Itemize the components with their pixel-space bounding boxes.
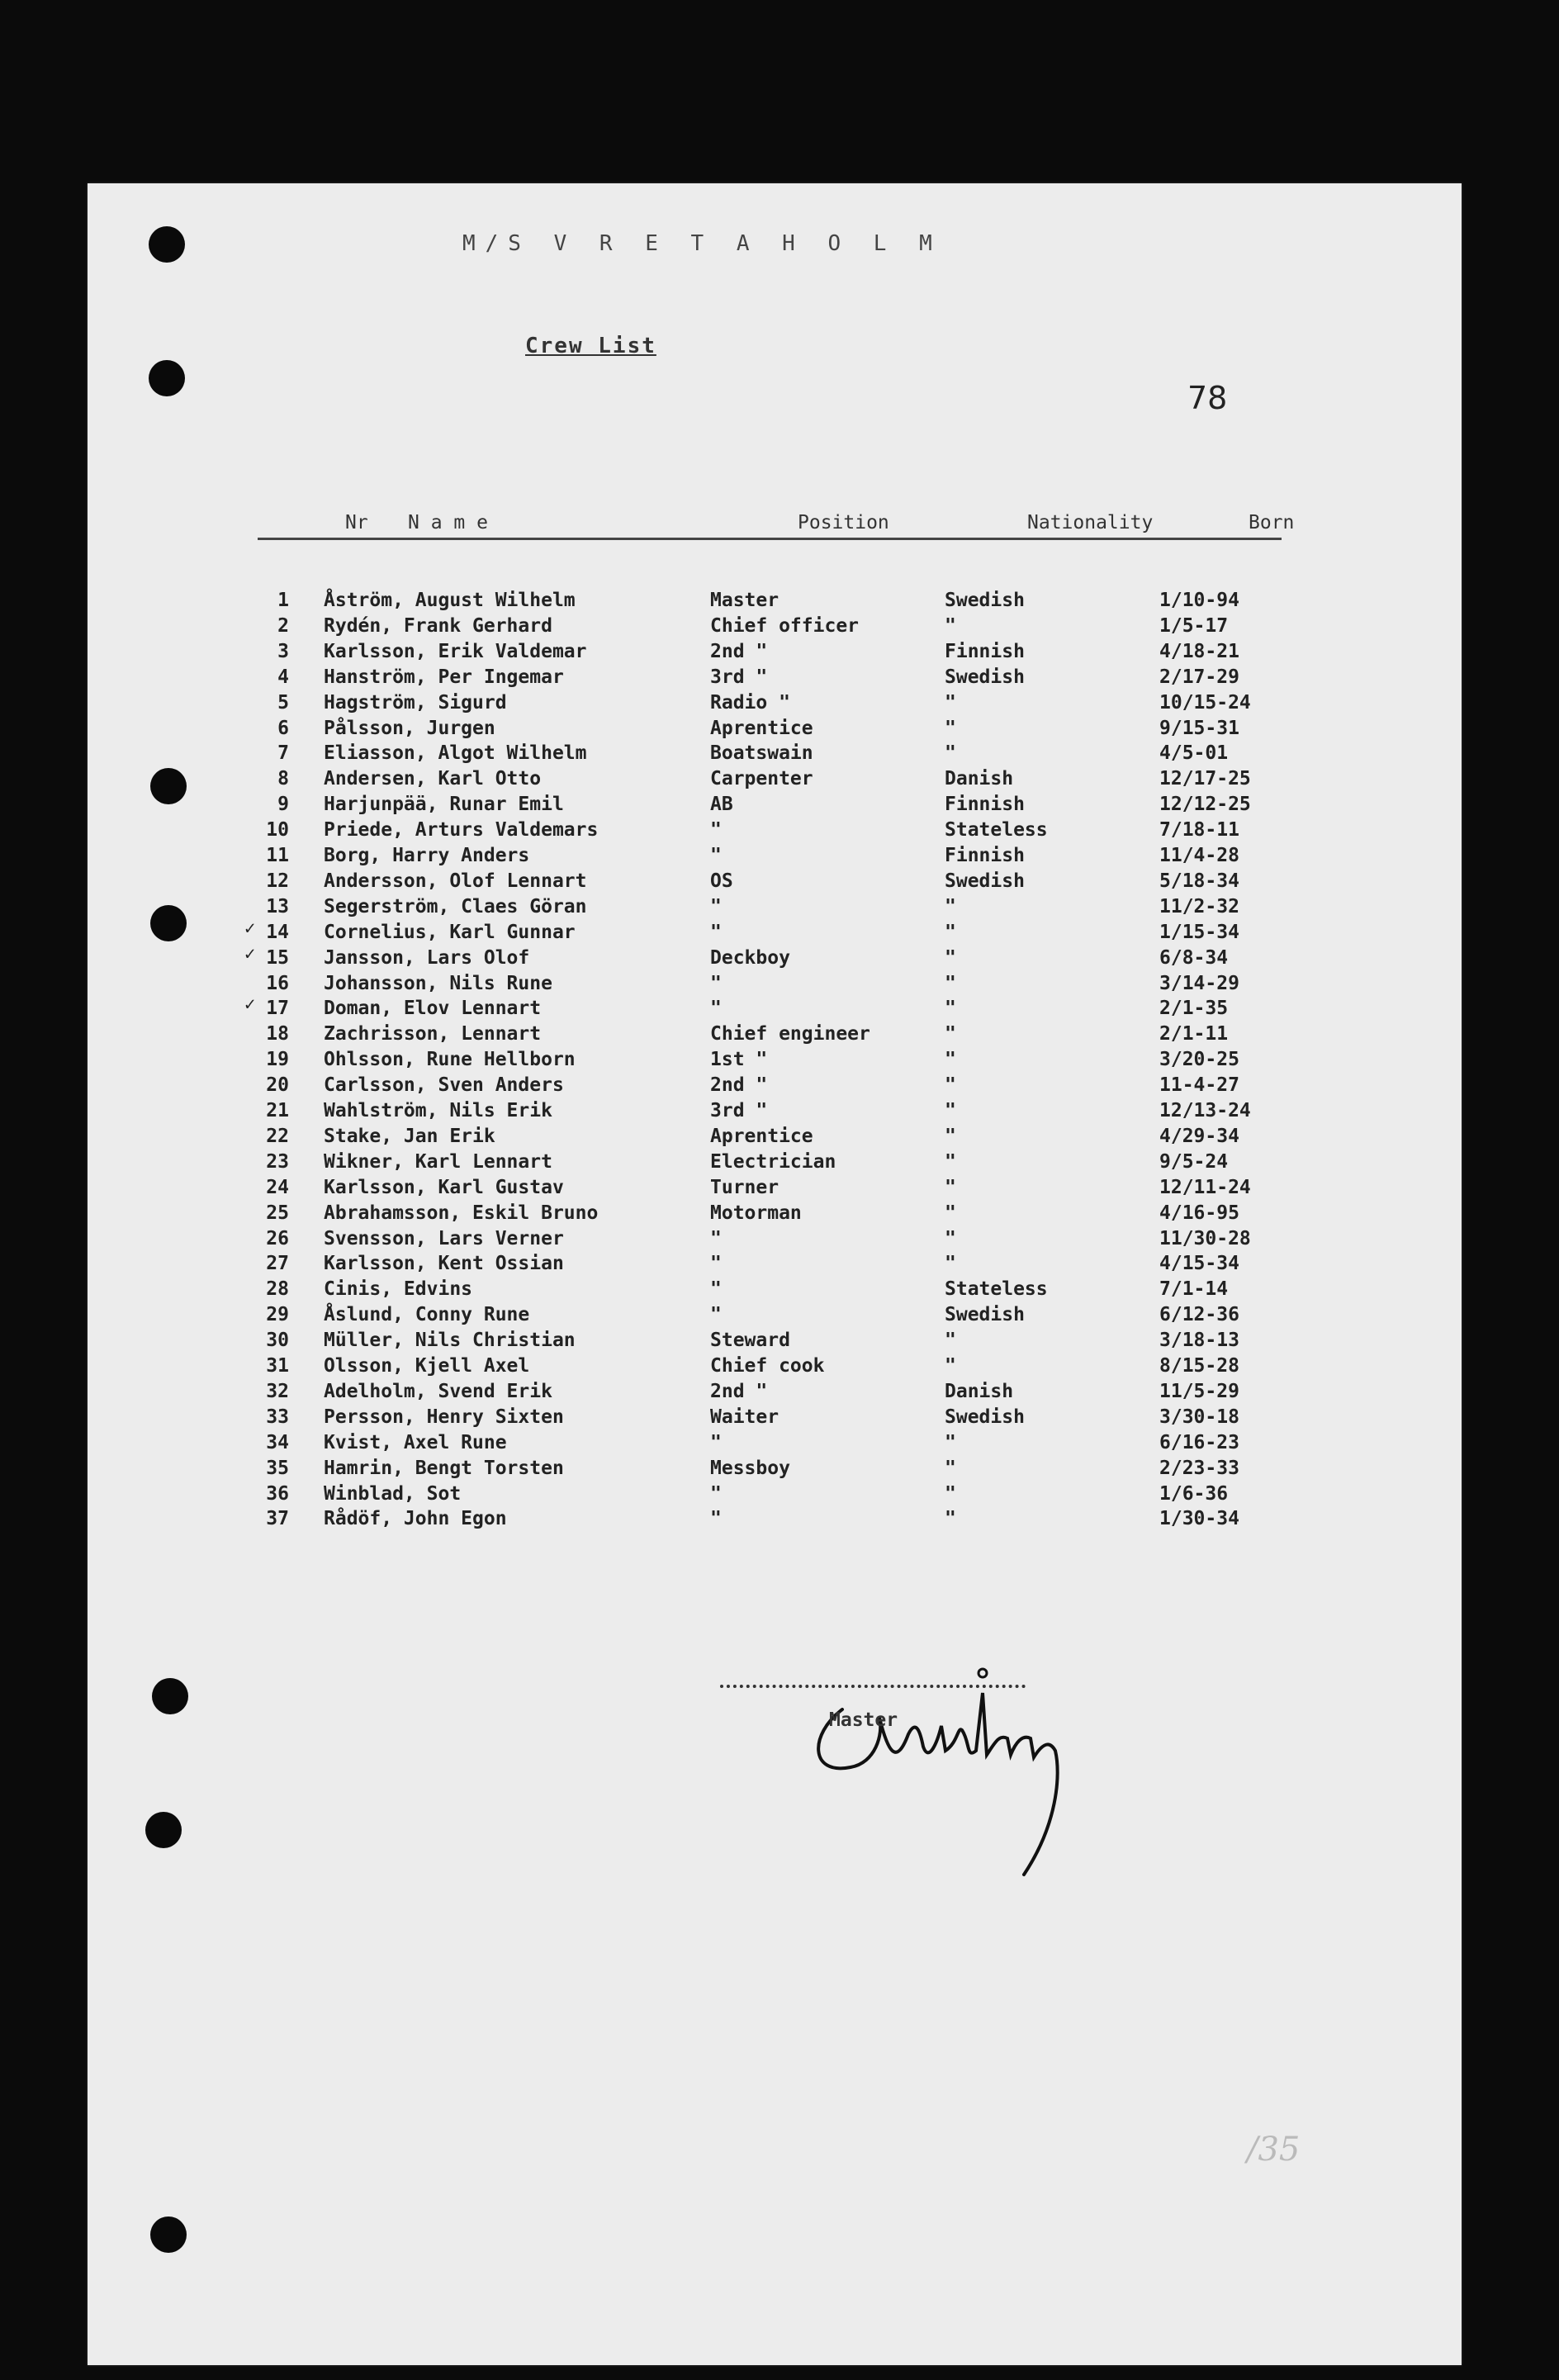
crew-position: "	[710, 1253, 722, 1275]
header-position: Position	[798, 512, 889, 533]
crew-nr: 18	[266, 1023, 289, 1045]
check-mark-icon: ✓	[244, 917, 256, 939]
crew-nr: 7	[277, 742, 289, 765]
crew-name: Jansson, Lars Olof	[324, 946, 530, 969]
table-row	[0, 692, 1559, 718]
table-row	[0, 1253, 1559, 1278]
crew-nationality: "	[945, 1457, 956, 1479]
crew-name: Hagström, Sigurd	[324, 691, 507, 714]
crew-nationality: "	[945, 1431, 956, 1453]
page-number: 78	[1187, 380, 1228, 416]
crew-born: 2/1-11	[1159, 1023, 1229, 1045]
table-row	[0, 1100, 1559, 1126]
crew-born: 12/12-25	[1159, 794, 1251, 816]
table-row	[0, 943, 1559, 973]
crew-name: Adelholm, Svend Erik	[324, 1380, 552, 1402]
crew-nationality: "	[945, 1355, 956, 1377]
crew-nationality: Finnish	[945, 640, 1025, 662]
crew-born: 11/4-28	[1159, 845, 1239, 866]
crew-nationality: "	[945, 1227, 956, 1249]
crew-position: Aprentice	[710, 1125, 813, 1147]
table-row	[0, 1278, 1559, 1304]
crew-name: Segerström, Claes Göran	[324, 895, 587, 917]
table-row	[0, 1304, 1559, 1330]
crew-born: 2/1-35	[1159, 998, 1229, 1020]
crew-nr: 2	[277, 614, 289, 637]
crew-nr: 23	[266, 1150, 289, 1173]
crew-nationality: Finnish	[945, 794, 1025, 816]
check-mark-icon: ✓	[244, 994, 256, 1016]
table-row	[0, 768, 1559, 794]
crew-nr: 34	[266, 1431, 289, 1453]
crew-position: "	[710, 921, 722, 943]
check-mark-icon: ✓	[244, 943, 256, 965]
crew-name: Hanström, Per Ingemar	[324, 666, 564, 688]
crew-nationality: Stateless	[945, 819, 1048, 842]
crew-nationality: "	[945, 1330, 956, 1352]
crew-born: 4/15-34	[1159, 1253, 1239, 1275]
crew-nationality: "	[945, 1482, 956, 1505]
crew-name: Johansson, Nils Rune	[324, 972, 552, 994]
crew-born: 11/30-28	[1159, 1227, 1251, 1249]
crew-nationality: Swedish	[945, 1406, 1025, 1428]
crew-nationality: Swedish	[945, 1304, 1025, 1326]
crew-nationality: "	[945, 1150, 956, 1173]
crew-nationality: "	[945, 946, 956, 969]
crew-nationality: Stateless	[945, 1278, 1048, 1301]
crew-nr: 15	[266, 946, 289, 969]
crew-born: 8/15-28	[1159, 1355, 1239, 1377]
crew-born: 4/16-95	[1159, 1202, 1239, 1224]
crew-position: "	[710, 819, 722, 842]
crew-born: 2/17-29	[1159, 666, 1239, 688]
crew-name: Priede, Arturs Valdemars	[324, 819, 599, 842]
punch-hole	[145, 1812, 182, 1848]
crew-name: Ohlsson, Rune Hellborn	[324, 1049, 576, 1071]
table-row	[0, 1202, 1559, 1228]
crew-nationality: "	[945, 1176, 956, 1198]
crew-position: 3rd "	[710, 1100, 768, 1121]
crew-nationality: Danish	[945, 768, 1014, 790]
crew-nationality: "	[945, 1049, 956, 1071]
crew-name: Svensson, Lars Verner	[324, 1227, 564, 1249]
crew-nationality: "	[945, 998, 956, 1020]
document-title: Crew List	[525, 334, 656, 358]
crew-nr: 4	[277, 666, 289, 688]
crew-nr: 11	[266, 845, 289, 866]
crew-position: 2nd "	[710, 1380, 768, 1402]
header-nr: Nr	[345, 512, 368, 533]
crew-name: Zachrisson, Lennart	[324, 1023, 542, 1045]
table-row	[0, 819, 1559, 845]
ship-name: M/S V R E T A H O L M	[462, 231, 942, 256]
crew-name: Wahlström, Nils Erik	[324, 1100, 552, 1121]
signature-line	[720, 1685, 1026, 1688]
crew-position: "	[710, 895, 722, 917]
crew-nationality: "	[945, 742, 956, 765]
crew-born: 10/15-24	[1159, 691, 1251, 714]
crew-position: 3rd "	[710, 666, 768, 688]
crew-nr: 27	[266, 1253, 289, 1275]
crew-name: Hamrin, Bengt Torsten	[324, 1457, 564, 1479]
crew-position: "	[710, 1304, 722, 1326]
crew-name: Pålsson, Jurgen	[324, 717, 495, 739]
crew-nationality: "	[945, 895, 956, 917]
crew-name: Rådöf, John Egon	[324, 1508, 507, 1530]
crew-nr: 29	[266, 1304, 289, 1326]
crew-born: 7/1-14	[1159, 1278, 1229, 1301]
crew-nr: 32	[266, 1380, 289, 1402]
crew-position: Motorman	[710, 1202, 802, 1224]
crew-name: Rydén, Frank Gerhard	[324, 614, 552, 637]
crew-position: "	[710, 845, 722, 866]
crew-born: 3/20-25	[1159, 1049, 1239, 1071]
crew-position: "	[710, 1431, 722, 1453]
table-row	[0, 794, 1559, 819]
header-rule	[258, 538, 1282, 540]
crew-nr: 17	[266, 998, 289, 1020]
table-row	[0, 1330, 1559, 1355]
table-row	[0, 1228, 1559, 1254]
crew-nr: 35	[266, 1457, 289, 1479]
crew-name: Olsson, Kjell Axel	[324, 1355, 530, 1377]
crew-position: Chief engineer	[710, 1023, 870, 1045]
crew-born: 1/6-36	[1159, 1482, 1229, 1505]
crew-nr: 8	[277, 768, 289, 790]
crew-name: Andersson, Olof Lennart	[324, 870, 587, 892]
table-row	[0, 870, 1559, 896]
crew-nr: 25	[266, 1202, 289, 1224]
crew-name: Persson, Henry Sixten	[324, 1406, 564, 1428]
crew-nationality: "	[945, 921, 956, 943]
crew-born: 7/18-11	[1159, 819, 1239, 842]
crew-nr: 13	[266, 895, 289, 917]
punch-hole	[149, 226, 185, 263]
table-row	[0, 590, 1559, 615]
table-row	[0, 666, 1559, 692]
crew-born: 12/11-24	[1159, 1176, 1251, 1198]
crew-position: Deckboy	[710, 946, 790, 969]
crew-born: 6/8-34	[1159, 946, 1229, 969]
crew-nationality: "	[945, 1508, 956, 1530]
crew-nr: 6	[277, 717, 289, 739]
crew-position: Messboy	[710, 1457, 790, 1479]
crew-name: Karlsson, Kent Ossian	[324, 1253, 564, 1275]
crew-nationality: Danish	[945, 1380, 1014, 1402]
punch-hole	[152, 1678, 188, 1714]
crew-nationality: Swedish	[945, 590, 1025, 611]
crew-name: Wikner, Karl Lennart	[324, 1150, 552, 1173]
crew-name: Doman, Elov Lennart	[324, 998, 542, 1020]
table-row	[0, 973, 1559, 998]
crew-nr: 28	[266, 1278, 289, 1301]
crew-nr: 14	[266, 921, 289, 943]
crew-position: "	[710, 1278, 722, 1301]
crew-born: 1/5-17	[1159, 614, 1229, 637]
crew-name: Kvist, Axel Rune	[324, 1431, 507, 1453]
crew-position: Radio "	[710, 691, 790, 714]
crew-nationality: "	[945, 1253, 956, 1275]
signature-label: Master	[829, 1709, 898, 1731]
table-row	[0, 1406, 1559, 1432]
crew-born: 12/17-25	[1159, 768, 1251, 790]
crew-position: Master	[710, 590, 780, 611]
table-row	[0, 1381, 1559, 1406]
table-row	[0, 1126, 1559, 1151]
crew-name: Karlsson, Karl Gustav	[324, 1176, 564, 1198]
crew-nr: 9	[277, 794, 289, 816]
crew-position: "	[710, 998, 722, 1020]
crew-position: "	[710, 1508, 722, 1530]
table-row	[0, 1074, 1559, 1100]
crew-born: 12/13-24	[1159, 1100, 1251, 1121]
crew-position: "	[710, 1227, 722, 1249]
table-row	[0, 1483, 1559, 1509]
crew-name: Andersen, Karl Otto	[324, 768, 542, 790]
crew-nr: 26	[266, 1227, 289, 1249]
crew-nr: 3	[277, 640, 289, 662]
crew-position: Electrician	[710, 1150, 836, 1173]
table-row	[0, 1432, 1559, 1458]
crew-position: 2nd "	[710, 1074, 768, 1097]
crew-born: 11/5-29	[1159, 1380, 1239, 1402]
crew-name: Cornelius, Karl Gunnar	[324, 921, 576, 943]
crew-position: Waiter	[710, 1406, 780, 1428]
crew-position: Boatswain	[710, 742, 813, 765]
crew-born: 1/15-34	[1159, 921, 1239, 943]
crew-nr: 21	[266, 1100, 289, 1121]
crew-nr: 20	[266, 1074, 289, 1097]
table-row	[0, 1023, 1559, 1049]
crew-position: Steward	[710, 1330, 790, 1352]
crew-born: 5/18-34	[1159, 870, 1239, 892]
crew-name: Abrahamsson, Eskil Bruno	[324, 1202, 599, 1224]
crew-position: OS	[710, 870, 733, 892]
crew-name: Winblad, Sot	[324, 1482, 462, 1505]
crew-position: AB	[710, 794, 733, 816]
crew-position: Aprentice	[710, 717, 813, 739]
crew-nationality: "	[945, 1074, 956, 1097]
header-born: Born	[1249, 512, 1295, 533]
crew-name: Borg, Harry Anders	[324, 845, 530, 866]
crew-nationality: "	[945, 972, 956, 994]
crew-born: 11/2-32	[1159, 895, 1239, 917]
crew-nationality: Swedish	[945, 666, 1025, 688]
table-row	[0, 1049, 1559, 1074]
crew-born: 3/14-29	[1159, 972, 1239, 994]
crew-born: 4/5-01	[1159, 742, 1229, 765]
crew-born: 6/16-23	[1159, 1431, 1239, 1453]
crew-born: 4/29-34	[1159, 1125, 1239, 1147]
crew-born: 1/30-34	[1159, 1508, 1239, 1530]
crew-position: 1st "	[710, 1049, 768, 1071]
crew-nr: 19	[266, 1049, 289, 1071]
crew-nr: 31	[266, 1355, 289, 1377]
crew-born: 9/15-31	[1159, 717, 1239, 739]
crew-nr: 37	[266, 1508, 289, 1530]
crew-nr: 33	[266, 1406, 289, 1428]
crew-born: 9/5-24	[1159, 1150, 1229, 1173]
crew-name: Karlsson, Erik Valdemar	[324, 640, 587, 662]
crew-born: 11-4-27	[1159, 1074, 1239, 1097]
table-row	[0, 1508, 1559, 1534]
crew-position: "	[710, 972, 722, 994]
crew-position: "	[710, 1482, 722, 1505]
table-row	[0, 615, 1559, 641]
table-row	[0, 1177, 1559, 1202]
table-row	[0, 742, 1559, 768]
table-row	[0, 917, 1559, 947]
table-row	[0, 845, 1559, 870]
crew-position: Carpenter	[710, 768, 813, 790]
crew-nationality: "	[945, 1100, 956, 1121]
table-row	[0, 718, 1559, 743]
crew-nationality: "	[945, 691, 956, 714]
signature-image	[710, 1610, 1173, 1990]
crew-nationality: Swedish	[945, 870, 1025, 892]
table-row	[0, 1355, 1559, 1381]
table-row	[0, 896, 1559, 922]
crew-name: Harjunpää, Runar Emil	[324, 794, 564, 816]
crew-nationality: "	[945, 717, 956, 739]
crew-name: Åström, August Wilhelm	[324, 590, 576, 611]
crew-nationality: Finnish	[945, 845, 1025, 866]
crew-nr: 16	[266, 972, 289, 994]
crew-born: 4/18-21	[1159, 640, 1239, 662]
crew-nr: 5	[277, 691, 289, 714]
header-name: N a m e	[408, 512, 488, 533]
table-row	[0, 641, 1559, 666]
crew-nr: 10	[266, 819, 289, 842]
crew-born: 6/12-36	[1159, 1304, 1239, 1326]
crew-position: Chief cook	[710, 1355, 825, 1377]
crew-nr: 36	[266, 1482, 289, 1505]
punch-hole	[149, 360, 185, 396]
crew-nationality: "	[945, 1125, 956, 1147]
crew-nr: 22	[266, 1125, 289, 1147]
crew-name: Müller, Nils Christian	[324, 1330, 576, 1352]
crew-born: 1/10-94	[1159, 590, 1239, 611]
crew-position: Turner	[710, 1176, 780, 1198]
crew-nationality: "	[945, 614, 956, 637]
crew-name: Stake, Jan Erik	[324, 1125, 495, 1147]
crew-name: Åslund, Conny Rune	[324, 1304, 530, 1326]
crew-nr: 12	[266, 870, 289, 892]
crew-nr: 30	[266, 1330, 289, 1352]
table-row	[0, 994, 1559, 1023]
crew-born: 3/18-13	[1159, 1330, 1239, 1352]
table-row	[0, 1458, 1559, 1483]
table-row	[0, 1151, 1559, 1177]
crew-name: Eliasson, Algot Wilhelm	[324, 742, 587, 765]
crew-position: Chief officer	[710, 614, 860, 637]
punch-hole	[150, 2216, 187, 2253]
crew-nr: 1	[277, 590, 289, 611]
crew-position: 2nd "	[710, 640, 768, 662]
crew-born: 3/30-18	[1159, 1406, 1239, 1428]
crew-name: Carlsson, Sven Anders	[324, 1074, 564, 1097]
crew-nationality: "	[945, 1023, 956, 1045]
crew-name: Cinis, Edvins	[324, 1278, 473, 1301]
corner-note: /35	[1247, 2131, 1301, 2169]
crew-born: 2/23-33	[1159, 1457, 1239, 1479]
header-nationality: Nationality	[1027, 512, 1154, 533]
crew-nationality: "	[945, 1202, 956, 1224]
crew-nr: 24	[266, 1176, 289, 1198]
